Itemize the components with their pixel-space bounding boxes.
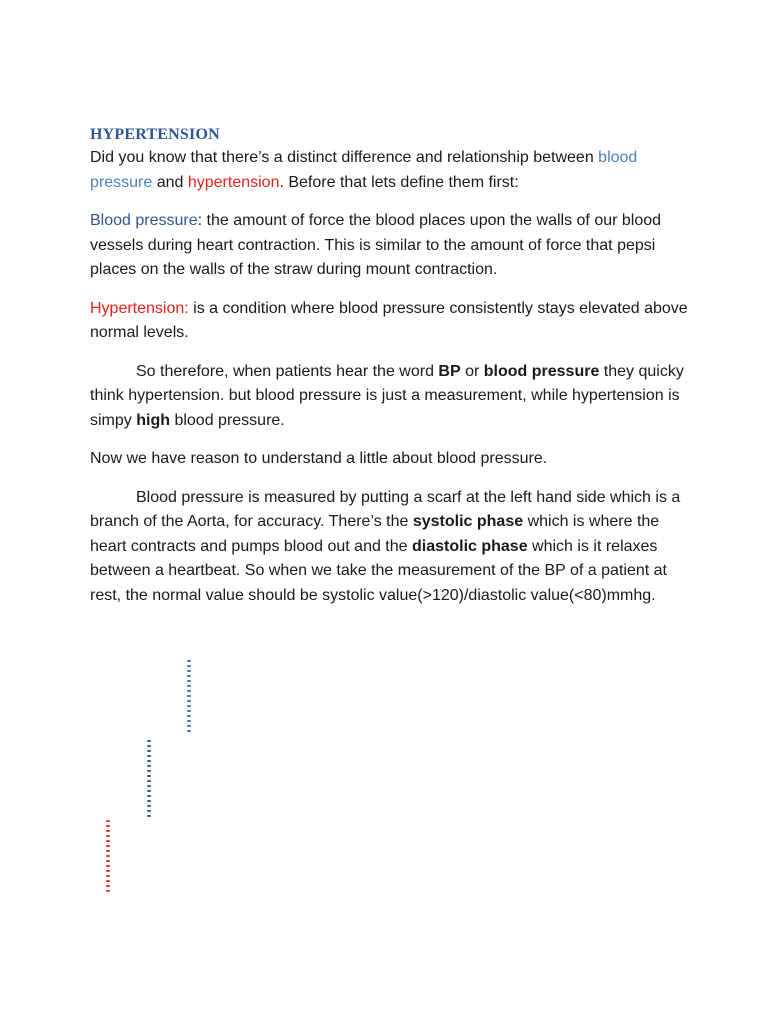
rotated-text-artifact-3 bbox=[105, 820, 111, 892]
therefore-text-2: or bbox=[460, 362, 484, 380]
glyph-mark bbox=[147, 815, 151, 817]
glyph-mark bbox=[147, 770, 151, 772]
glyph-mark bbox=[187, 715, 191, 717]
glyph-mark bbox=[106, 865, 110, 867]
measure-text-1: Blood pressure is measured by putting a scarf at the left hand side which is a branch of the Aorta, for accuracy. There’s the bbox=[90, 488, 681, 530]
rotated-text-artifact-2 bbox=[146, 740, 152, 817]
glyph-mark bbox=[187, 720, 191, 722]
glyph-mark bbox=[106, 860, 110, 862]
measure-text-2: which is where the heart contracts and pumps blood out and the bbox=[90, 513, 660, 555]
glyph-mark bbox=[147, 740, 151, 742]
glyph-mark bbox=[106, 835, 110, 837]
glyph-mark bbox=[106, 880, 110, 882]
blood-pressure-definition-term: Blood pressure bbox=[90, 212, 198, 229]
diastolic-phase-bold: diastolic phase bbox=[412, 537, 528, 555]
intro-text-3: . Before that lets define them first: bbox=[279, 173, 519, 191]
glyph-mark bbox=[187, 710, 191, 712]
glyph-mark bbox=[147, 790, 151, 792]
glyph-mark bbox=[187, 730, 191, 732]
glyph-mark bbox=[187, 675, 191, 677]
glyph-mark bbox=[147, 765, 151, 767]
glyph-mark bbox=[147, 780, 151, 782]
glyph-mark bbox=[106, 890, 110, 892]
blood-pressure-definition-text: : the amount of force the blood places upon the walls of our blood vessels during heart contraction. This is similar to the amount of force that pepsi places on the walls of the straw during mount contraction. bbox=[90, 212, 662, 278]
glyph-mark bbox=[147, 800, 151, 802]
glyph-mark bbox=[147, 785, 151, 787]
glyph-mark bbox=[187, 700, 191, 702]
hypertension-definition bbox=[90, 297, 690, 346]
glyph-mark bbox=[187, 680, 191, 682]
therefore-paragraph bbox=[90, 360, 690, 434]
therefore-text-3: they quicky think hypertension. but blood pressure is just a measurement, while hypertension is simpy bbox=[90, 362, 684, 429]
rotated-text-artifact-1 bbox=[186, 660, 192, 732]
glyph-mark bbox=[106, 870, 110, 872]
hypertension-definition-text: is a condition where blood pressure consistently stays elevated above normal levels. bbox=[90, 299, 688, 341]
glyph-mark bbox=[106, 820, 110, 822]
glyph-mark bbox=[187, 695, 191, 697]
glyph-mark bbox=[147, 775, 151, 777]
intro-paragraph bbox=[90, 146, 690, 195]
reason-paragraph: Now we have reason to understand a little about blood pressure. bbox=[90, 450, 548, 467]
glyph-mark bbox=[147, 810, 151, 812]
document-body bbox=[90, 124, 690, 622]
blood-pressure-bold: blood pressure bbox=[483, 362, 600, 380]
glyph-mark bbox=[187, 670, 191, 672]
hypertension-definition-term: Hypertension: bbox=[90, 299, 189, 317]
measurement-paragraph bbox=[90, 486, 690, 609]
glyph-mark bbox=[106, 875, 110, 877]
glyph-mark bbox=[147, 760, 151, 762]
glyph-mark bbox=[106, 840, 110, 842]
glyph-mark bbox=[106, 825, 110, 827]
therefore-text-1: So therefore, when patients hear the word bbox=[136, 362, 439, 380]
glyph-mark bbox=[147, 795, 151, 797]
intro-text-1: Did you know that there’s a distinct difference and relationship between bbox=[90, 149, 599, 166]
glyph-mark bbox=[106, 855, 110, 857]
glyph-mark bbox=[187, 660, 191, 662]
therefore-text-4: blood pressure. bbox=[170, 411, 285, 429]
glyph-mark bbox=[147, 750, 151, 752]
glyph-mark bbox=[106, 845, 110, 847]
glyph-mark bbox=[106, 885, 110, 887]
glyph-mark bbox=[147, 755, 151, 757]
glyph-mark bbox=[187, 665, 191, 667]
blood-pressure-term: blood pressure bbox=[90, 149, 638, 191]
glyph-mark bbox=[187, 690, 191, 692]
measure-text-3: which is it relaxes between a heartbeat. So when we take the measurement of the BP of a patient at rest, the normal value should be systolic value(>120)/diastolic value(<80)mmhg. bbox=[90, 537, 667, 604]
glyph-mark bbox=[187, 685, 191, 687]
bp-bold: BP bbox=[438, 362, 461, 380]
high-bold: high bbox=[136, 411, 170, 429]
glyph-mark bbox=[106, 850, 110, 852]
glyph-mark bbox=[187, 725, 191, 727]
glyph-mark bbox=[147, 805, 151, 807]
blood-pressure-definition bbox=[90, 209, 690, 283]
glyph-mark bbox=[106, 830, 110, 832]
intro-text-2: and bbox=[152, 173, 188, 191]
hypertension-term: hypertension bbox=[187, 173, 280, 191]
glyph-mark bbox=[187, 705, 191, 707]
page-title: HYPERTENSION bbox=[90, 126, 220, 143]
systolic-phase-bold: systolic phase bbox=[412, 513, 524, 530]
glyph-mark bbox=[147, 745, 151, 747]
